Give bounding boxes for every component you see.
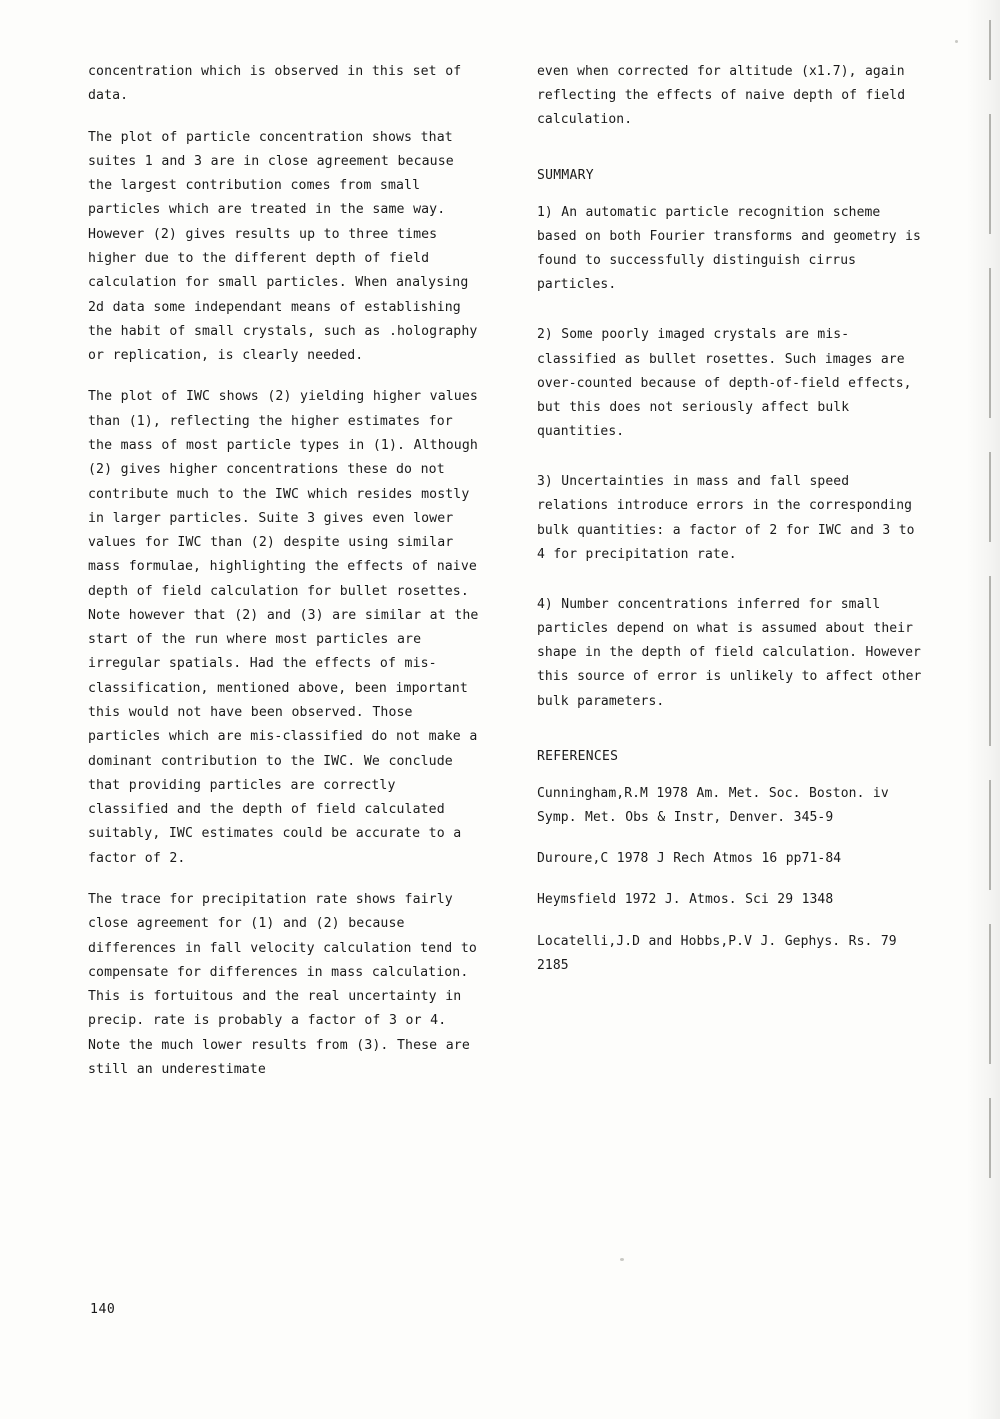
left-column	[88, 60, 479, 1099]
page-edge-marks	[989, 20, 991, 1399]
right-column	[537, 60, 928, 1099]
reference-entry: Locatelli,J.D and Hobbs,P.V J. Gephys. Rs. 79 2185	[537, 933, 897, 973]
reference-entry: Duroure,C 1978 J Rech Atmos 16 pp71-84	[537, 851, 842, 867]
scan-speck	[955, 40, 958, 43]
paragraph: The plot of particle concentration shows that suites 1 and 3 are in close agreement because the largest contribution comes from small particles which are treated in the same way. However (2) gives results up to three times higher due to the different depth of field calculation for small particles. When analysing 2d data some independant means of establishing the habit of small crystals, such as .holography or replication, is clearly needed.	[88, 129, 478, 364]
summary-item: 1) An automatic particle recognition scheme based on both Fourier transforms and geometry is found to successfully distinguish cirrus particles.	[537, 204, 921, 293]
summary-item: 2) Some poorly imaged crystals are mis-classified as bullet rosettes. Such images are over-counted because of depth-of-field effects, but this does not seriously affect bulk quantities.	[537, 327, 912, 440]
section-heading-references: REFERENCES	[537, 748, 619, 764]
summary-item: 4) Number concentrations inferred for small particles depend on what is assumed about their shape in the depth of field calculation. However this source of error is unlikely to affect other bulk parameters.	[537, 596, 922, 709]
section-heading-summary: SUMMARY	[537, 167, 594, 183]
reference-entry: Cunningham,R.M 1978 Am. Met. Soc. Boston. iv Symp. Met. Obs & Instr, Denver. 345-9	[537, 785, 889, 826]
reference-entry: Heymsfield 1972 J. Atmos. Sci 29 1348	[537, 892, 834, 908]
scan-speck	[620, 1258, 624, 1261]
paragraph: even when corrected for altitude (x1.7), again reflecting the effects of naive depth of field calculation.	[537, 64, 906, 128]
paragraph: The plot of IWC shows (2) yielding higher values than (1), reflecting the higher estimates for the mass of most particle types in (1). Although (2) gives higher concentrations these do not contribute much to the IWC which resides mostly in larger particles. Suite 3 gives even lower values for IWC than (2) despite using similar mass formulae, highlighting the effects of naive depth of field calculation for bullet rosettes. Note however that (2) and (3) are similar at the start of the run where most particles are irregular spatials. Had the effects of mis-classification, mentioned above, been important this would not have been observed. Those particles which are mis-classified do not make a dominant contribution to the IWC. We conclude that providing particles are correctly classified and the depth of field calculated suitably, IWC estimates could be accurate to a factor of 2.	[88, 389, 479, 866]
two-column-body	[88, 60, 928, 1099]
page-number: 140	[90, 1302, 116, 1317]
paragraph: The trace for precipitation rate shows fairly close agreement for (1) and (2) because differences in fall velocity calculation tend to compensate for differences in mass calculation. This is fortuitous and the real uncertainty in precip. rate is probably a factor of 3 or 4. Note the much lower results from (3). These are still an underestimate	[88, 892, 477, 1077]
paragraph: concentration which is observed in this set of data.	[88, 64, 462, 104]
summary-item: 3) Uncertainties in mass and fall speed relations introduce errors in the corresponding bulk quantities: a factor of 2 for IWC and 3 to 4 for precipitation rate.	[537, 474, 915, 562]
